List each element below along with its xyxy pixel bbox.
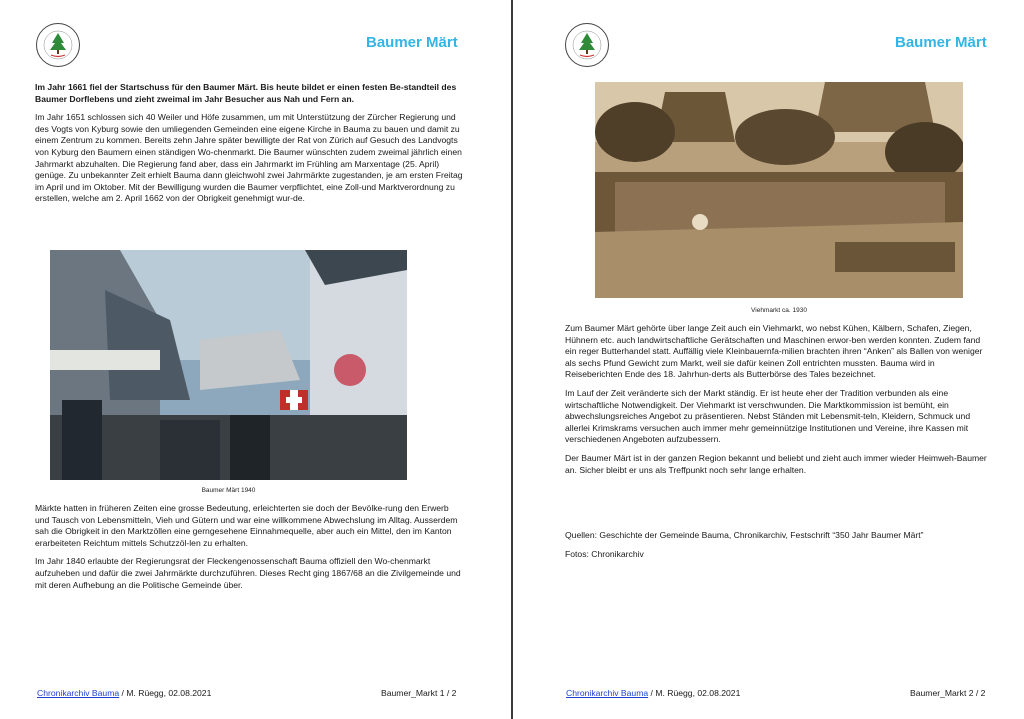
chronikarchiv-seal-icon (564, 22, 610, 68)
page-title: Baumer Märt (366, 34, 458, 51)
footer-author (37, 688, 211, 698)
intro-paragraph: Im Jahr 1661 fiel der Startschuss für den Baumer Märt. Bis heute bildet er einen festen Be-standteil des Baumer Dorflebens und zieht zweimal im Jahr Besucher aus Nah und Fern an. (35, 82, 457, 104)
body-block (35, 503, 463, 598)
chronikarchiv-link[interactable]: Chronikarchiv Bauma (566, 688, 649, 698)
regulation-paragraph: Im Jahr 1840 erlaubte der Regierungsrat der Fleckengenossenschaft Bauma offiziell den Wo-chenmarkt aufzuheben und dafür die zwei Jahrmärkte durchzuführen. Dieses Recht ging 1867/68 an die Zivilgemeinde und mit deren Aufhebung an die Politische Gemeinde über. (35, 556, 461, 590)
chronikarchiv-seal-icon (35, 22, 81, 68)
region-paragraph: Der Baumer Märt ist in der ganzen Region bekannt und beliebt und zieht auch immer wieder Heimweh-Baumer an. Sicher bleibt er uns als Treffpunkt noch sehr lange erhalten. (565, 452, 987, 475)
footer-author-text: / M. Rüegg, 02.08.2021 (648, 688, 741, 698)
cattle-market-photo (595, 82, 963, 298)
chronikarchiv-logo (564, 22, 610, 68)
markets-paragraph: Märkte hatten in früheren Zeiten eine grosse Bedeutung, erleichterten sie doch der Bevölke-rung den Erwerb und Tausch von Lebensmitteln, Vieh und Gütern und war eine willkommene Abwechslung im Alltag. Ausserdem sah die Obrigkeit in den Marktzöllen eine gerngesehene Einnahmequelle, aber auch ein Mittel, den im Kanton erarbeiteten Reichtum mittels Schutzzöl-len zu erhalten. (35, 503, 458, 548)
photos-credit: Fotos: Chronikarchiv (565, 548, 644, 559)
footer-page-number: Baumer_Markt 2 / 2 (910, 688, 986, 698)
photo-caption: Viehmarkt ca. 1930 (751, 307, 807, 314)
document-page-1 (0, 0, 511, 719)
body-block (565, 323, 993, 483)
market-1940-photo (50, 250, 407, 480)
history-paragraph: Im Jahr 1651 schlossen sich 40 Weiler und Höfe zusammen, um mit Unterstützung der Zürcher Regierung und des Vogts von Kyburg sowie den umliegenden Gemeinden eine eigene Kirche in Bauma zu bauen und damit zu einem Zentrum zu kommen. Bereits zehn Jahre später bewilligte der Rat von Zürich auf Gesuch des Landvogts von Kyburg den Baumern einen ständigen Wo-chenmarkt. Die Baumer wünschten zudem zweimal jährlich einen Jahrmarkt abzuhalten. Die Regierung fand aber, dass ein Jahrmarkt im Frühling am Marxentage (25. April) genüge. Zu unbekannter Zeit erhielt Bauma dann gleichwohl zwei Jahrmärkte zugestanden, je am ersten Freitag im April und im Oktober. Mit der Bewilligung wurden die Baumer verpflichtet, eine Zoll-und Marktverordnung zu erstellen, welche am 2. April 1662 von der Obrigkeit genehmigt wur-de. (35, 112, 463, 204)
chronikarchiv-link[interactable]: Chronikarchiv Bauma (37, 688, 120, 698)
footer-page-number: Baumer_Markt 1 / 2 (381, 688, 457, 698)
footer-author (566, 688, 740, 698)
intro-block (35, 82, 463, 212)
document-page-2 (513, 0, 1024, 719)
changes-paragraph: Im Lauf der Zeit veränderte sich der Markt ständig. Er ist heute eher der Tradition verbunden als eine wirtschaftliche Notwendigkeit. Der Viehmarkt ist verschwunden. Die Marktkommission ist bemüht, ein abwechslungsreiches Angebot zu präsentieren. Nebst Ständen mit Lebensmit-teln, Kleidern, Schmuck und allerlei Krimskrams versuchen auch immer mehr gemeinnützige Institutionen und Vereine, ihre Kassen mit verschiedenen Angeboten aufzubessern. (565, 387, 971, 445)
footer-author-text: / M. Rüegg, 02.08.2021 (119, 688, 212, 698)
cattle-market-paragraph: Zum Baumer Märt gehörte über lange Zeit auch ein Viehmarkt, wo nebst Kühen, Kälbern, Schafen, Ziegen, Hühnern etc. auch landwirtschaftliche Gerätschaften und Maschinen erwor-ben werden konnten. Zudem fand ein reger Butterhandel statt. Auffällig viele Kleinbauernfa-milien brachten ihren “Anken” als Ballen von weniger als sechs Pfund Gewicht zum Markt, weil sie dafür keinen Zoll entrichten mussten. Bauma wird in Reiseberichten Ende des 18. Jahrhun-derts als Butterbörse des Tales bezeichnet. (565, 323, 983, 380)
chronikarchiv-logo (35, 22, 81, 68)
sources-block (565, 530, 993, 567)
page-title: Baumer Märt (895, 34, 987, 51)
photo-caption: Baumer Märt 1940 (201, 487, 256, 494)
sources-text: Quellen: Geschichte der Gemeinde Bauma, Chronikarchiv, Festschrift “350 Jahr Baumer Märt” (565, 530, 924, 540)
